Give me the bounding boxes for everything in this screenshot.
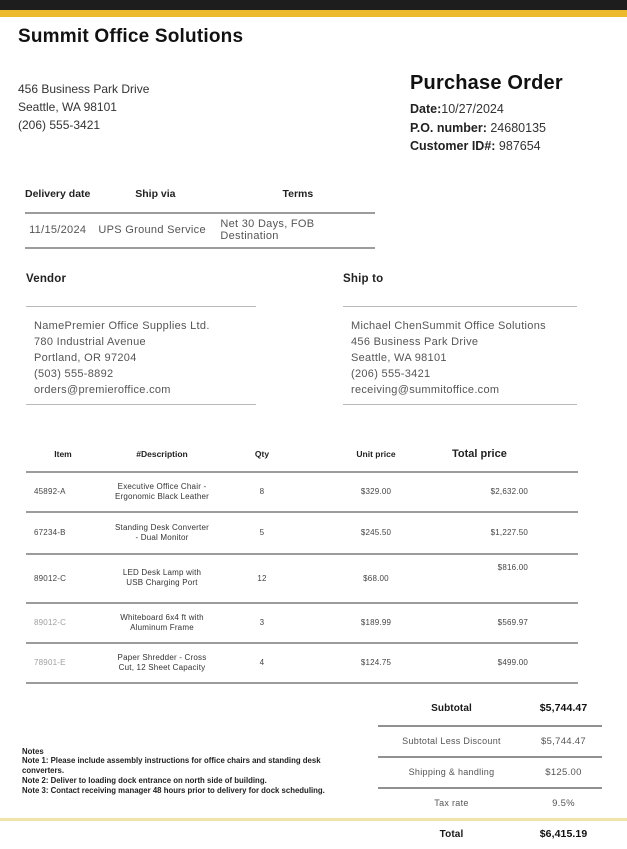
vendor-address-line: Portland, OR 97204	[34, 351, 137, 364]
shipping-column	[220, 176, 375, 249]
po-meta-label: Customer ID#	[410, 139, 492, 153]
ship-to-address-line: Seattle, WA 98101	[351, 351, 447, 364]
item-code-cell: 67234-B	[34, 528, 66, 537]
ship-to-address-line: receiving@summitoffice.com	[351, 383, 500, 396]
ship-to-address-line: 456 Business Park Drive	[351, 335, 479, 348]
shipping-column	[25, 176, 90, 249]
item-description-cell	[100, 653, 224, 673]
po-meta-value: 10/27/2024	[441, 102, 504, 116]
item-qty-cell: 5	[259, 528, 265, 537]
vendor-block	[26, 273, 256, 405]
document-content	[0, 26, 627, 849]
items-header-description: #Description	[136, 448, 188, 459]
vendor-address	[26, 306, 256, 405]
totals-row-value: $5,744.47	[539, 702, 588, 714]
totals-row-value: $125.00	[545, 766, 582, 778]
company-name: Summit Office Solutions	[18, 26, 244, 47]
shipping-column	[90, 176, 220, 249]
item-total-price-cell: $499.00	[497, 658, 528, 667]
items-table-body	[26, 473, 578, 684]
note-line: Note 1: Please include assembly instructions for office chairs and standing desk converters.	[22, 756, 321, 776]
vendor-address-line: 780 Industrial Avenue	[34, 335, 146, 348]
item-description-cell	[100, 613, 224, 633]
items-table-header	[26, 437, 578, 473]
accent-stripe	[0, 10, 627, 17]
item-description-line: - Dual Monitor	[135, 532, 189, 542]
item-unit-price-cell: $245.50	[360, 528, 392, 537]
item-unit-price-cell: $68.00	[363, 573, 389, 583]
item-total-price-cell: $1,227.50	[490, 528, 528, 537]
totals-row-label: Subtotal	[431, 702, 472, 714]
item-code-cell: 89012-C	[34, 618, 67, 627]
totals-row-label: Tax rate	[434, 798, 469, 808]
vendor-address-line: orders@premieroffice.com	[34, 383, 171, 396]
note-line: Note 2: Deliver to loading dock entrance on north side of building.	[22, 775, 267, 785]
item-description-line: LED Desk Lamp with	[122, 568, 202, 577]
item-description-line: Standing Desk Converter	[115, 522, 209, 532]
po-meta-value: 24680135	[490, 120, 546, 135]
item-code-cell: 78901-E	[34, 658, 66, 667]
items-header-qty: Qty	[254, 448, 270, 459]
totals-row	[378, 818, 602, 849]
vendor-address-line: (503) 555-8892	[34, 367, 114, 380]
items-header-item: Item	[54, 448, 72, 459]
items-header-unit-price: Unit price	[356, 448, 396, 459]
item-description-cell	[100, 568, 224, 588]
table-row	[26, 644, 578, 684]
po-meta-label: P.O. number	[410, 120, 483, 135]
item-description-cell	[100, 523, 224, 543]
company-address	[18, 72, 149, 156]
item-description-cell	[100, 482, 224, 502]
totals-table	[378, 692, 602, 849]
ship-to-heading: Ship to	[343, 272, 384, 285]
top-bar	[0, 0, 627, 10]
item-code-cell: 45892-A	[34, 487, 66, 496]
item-unit-price-cell: $189.99	[360, 618, 392, 627]
items-header-total-price: Total price	[452, 447, 507, 460]
items-table	[26, 437, 578, 684]
totals-row-value: $6,415.19	[539, 828, 588, 840]
item-unit-price-cell: $329.00	[360, 487, 392, 496]
item-qty-cell: 8	[259, 487, 265, 496]
po-meta	[410, 100, 602, 156]
company-address-line: Seattle, WA 98101	[18, 100, 117, 114]
po-title: Purchase Order	[410, 72, 563, 94]
shipping-column-value: 11/15/2024	[25, 212, 90, 249]
item-description-line: Ergonomic Black Leather	[115, 491, 209, 501]
shipping-column-header: Terms	[282, 187, 314, 200]
shipping-column-value: Net 30 Days, FOB Destination	[220, 212, 375, 249]
item-description-line: Whiteboard 6x4 ft with	[120, 612, 204, 622]
notes-lines	[22, 756, 354, 795]
vendor-heading: Vendor	[26, 272, 67, 285]
company-address-line: (206) 555-3421	[18, 118, 101, 132]
totals-row-label: Subtotal Less Discount	[402, 736, 501, 746]
po-meta-line	[410, 137, 602, 156]
bottom-section	[18, 692, 602, 849]
item-description-line: Aluminum Frame	[130, 622, 194, 632]
totals-row	[378, 787, 602, 818]
shipping-column-header: Ship via	[135, 187, 176, 200]
header-row	[18, 72, 602, 156]
totals-row	[378, 725, 602, 756]
table-row	[26, 473, 578, 513]
po-info-block	[410, 72, 602, 156]
item-code-cell: 89012-C	[34, 573, 67, 583]
item-total-price-cell: $816.00	[497, 562, 528, 572]
po-meta-line	[410, 100, 602, 119]
company-address-line: 456 Business Park Drive	[18, 82, 150, 96]
ship-to-address-line: Michael ChenSummit Office Solutions	[351, 319, 546, 332]
item-qty-cell: 3	[259, 618, 265, 627]
ship-to-block	[343, 273, 577, 405]
totals-row	[378, 692, 602, 725]
po-meta-label: Date	[410, 102, 438, 116]
shipping-column-header: Delivery date	[25, 187, 91, 200]
item-description-line: Executive Office Chair -	[117, 481, 207, 491]
po-meta-separator: :	[437, 102, 442, 116]
ship-to-address	[343, 306, 577, 405]
po-meta-separator: :	[491, 139, 499, 153]
table-row	[26, 555, 578, 604]
item-description-line: USB Charging Port	[126, 578, 198, 587]
item-qty-cell: 12	[257, 573, 267, 583]
ship-to-address-line: (206) 555-3421	[351, 367, 431, 380]
totals-row-value: 9.5%	[552, 797, 575, 809]
footer-accent-line	[0, 818, 627, 821]
totals-row-label: Total	[439, 828, 464, 840]
totals-row-label: Shipping & handling	[408, 767, 495, 777]
item-unit-price-cell: $124.75	[360, 658, 392, 667]
item-total-price-cell: $569.97	[497, 618, 528, 627]
table-row	[26, 513, 578, 555]
item-qty-cell: 4	[259, 658, 265, 667]
po-meta-line	[410, 119, 602, 138]
shipping-info-table	[25, 176, 565, 249]
totals-row	[378, 756, 602, 787]
parties-section	[26, 273, 577, 405]
item-description-line: Cut, 12 Sheet Capacity	[118, 662, 206, 672]
item-total-price-cell: $2,632.00	[490, 487, 528, 496]
po-meta-value: 987654	[498, 139, 541, 153]
vendor-address-line: NamePremier Office Supplies Ltd.	[34, 319, 210, 332]
shipping-column-value: UPS Ground Service	[90, 212, 220, 249]
table-row	[26, 604, 578, 644]
notes-heading: Notes	[22, 746, 44, 756]
notes-block	[22, 747, 354, 796]
totals-row-value: $5,744.47	[541, 735, 586, 747]
note-line: Note 3: Contact receiving manager 48 hours prior to delivery for dock scheduling.	[22, 785, 325, 795]
item-description-line: Paper Shredder - Cross	[117, 652, 207, 662]
po-meta-separator: :	[482, 120, 491, 135]
